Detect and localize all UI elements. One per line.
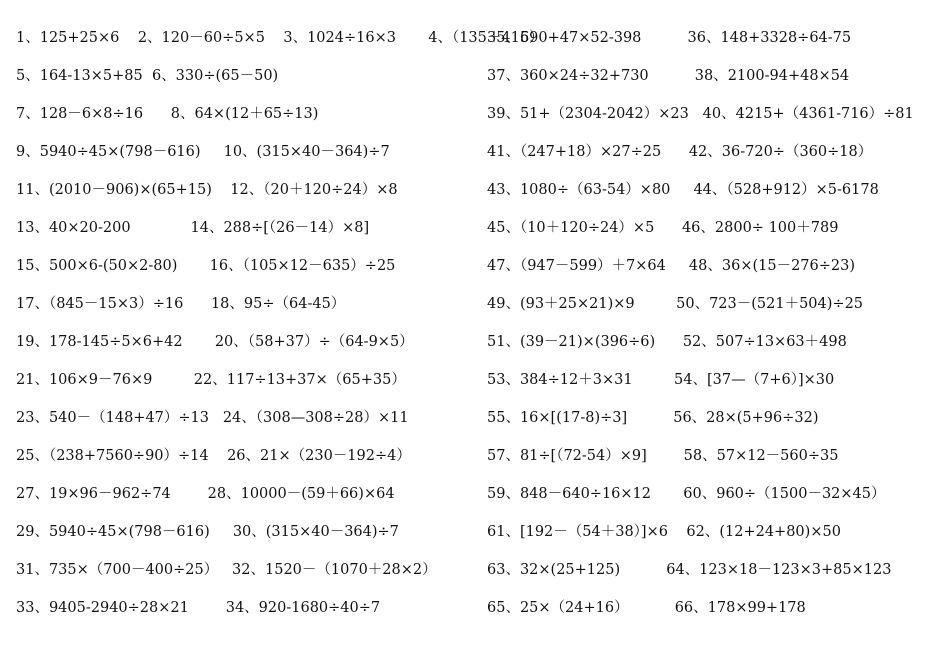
problem-line: 7、128－6×8÷16 8、64×(12＋65÷13) [16,106,319,122]
problem-line: 61、[192－（54＋38）]×6 62、(12+24+80)×50 [487,524,841,540]
problem-line: 15、500×6-(50×2-80) 16、（105×12－635）÷25 [16,258,396,274]
problem-line: 65、25×（24+16） 66、178×99+178 [487,600,806,616]
problem-line: 17、（845－15×3）÷16 18、95÷（64-45） [16,296,346,312]
problem-line: 5、164-13×5+85 6、330÷(65－50) [16,68,279,84]
problem-line: 59、848－640÷16×12 60、960÷（1500－32×45） [487,486,886,502]
problem-line: 35、690+47×52-398 36、148+3328÷64-75 [487,30,852,46]
problem-line: 41、（247+18）×27÷25 42、36-720÷（360÷18） [487,144,873,160]
problem-line: 45、（10＋120÷24）×5 46、2800÷ 100＋789 [487,220,839,236]
problem-line: 23、540－（148+47）÷13 24、（308—308÷28）×11 [16,410,409,426]
problem-line: 31、735×（700－400÷25） 32、1520－（1070＋28×2） [16,562,437,578]
problem-line: 37、360×24÷32+730 38、2100-94+48×54 [487,68,850,84]
problem-line: 51、(39－21)×(396÷6) 52、507÷13×63＋498 [487,334,847,350]
problem-line: 21、106×9－76×9 22、117÷13+37×（65+35） [16,372,406,388]
problem-line: 13、40×20-200 14、288÷[（26－14）×8] [16,220,370,236]
problem-line: 55、16×[(17-8)÷3] 56、28×(5+96÷32) [487,410,819,426]
problem-line: 11、(2010－906)×(65+15) 12、（20＋120÷24）×8 [16,182,398,198]
problem-line: 49、(93＋25×21)×9 50、723－(521＋504)÷25 [487,296,864,312]
problem-line: 29、5940÷45×(798－616) 30、(315×40－364)÷7 [16,524,399,540]
problem-line: 19、178-145÷5×6+42 20、（58+37）÷（64-9×5） [16,334,414,350]
problem-line: 57、81÷[（72-54）×9] 58、57×12－560÷35 [487,448,839,464]
problem-line: 43、1080÷（63-54）×80 44、（528+912）×5-6178 [487,182,879,198]
problem-line: 63、32×(25+125) 64、123×18－123×3+85×123 [487,562,892,578]
problem-line: 53、384÷12＋3×31 54、[37—（7+6）]×30 [487,372,835,388]
problem-line: 1、125+25×6 2、120－60÷5×5 3、1024÷16×3 4、（135＋415） [16,30,544,46]
problem-line: 47、（947－599）＋7×64 48、36×(15－276÷23) [487,258,856,274]
problem-line: 39、51+（2304-2042）×23 40、4215+（4361-716）÷81 [487,106,914,122]
problem-line: 33、9405-2940÷28×21 34、920-1680÷40÷7 [16,600,381,616]
problem-line: 25、（238+7560÷90）÷14 26、21×（230－192÷4） [16,448,411,464]
problem-line: 9、5940÷45×(798－616) 10、(315×40－364)÷7 [16,144,390,160]
problem-line: 27、19×96－962÷74 28、10000－(59＋66)×64 [16,486,395,502]
